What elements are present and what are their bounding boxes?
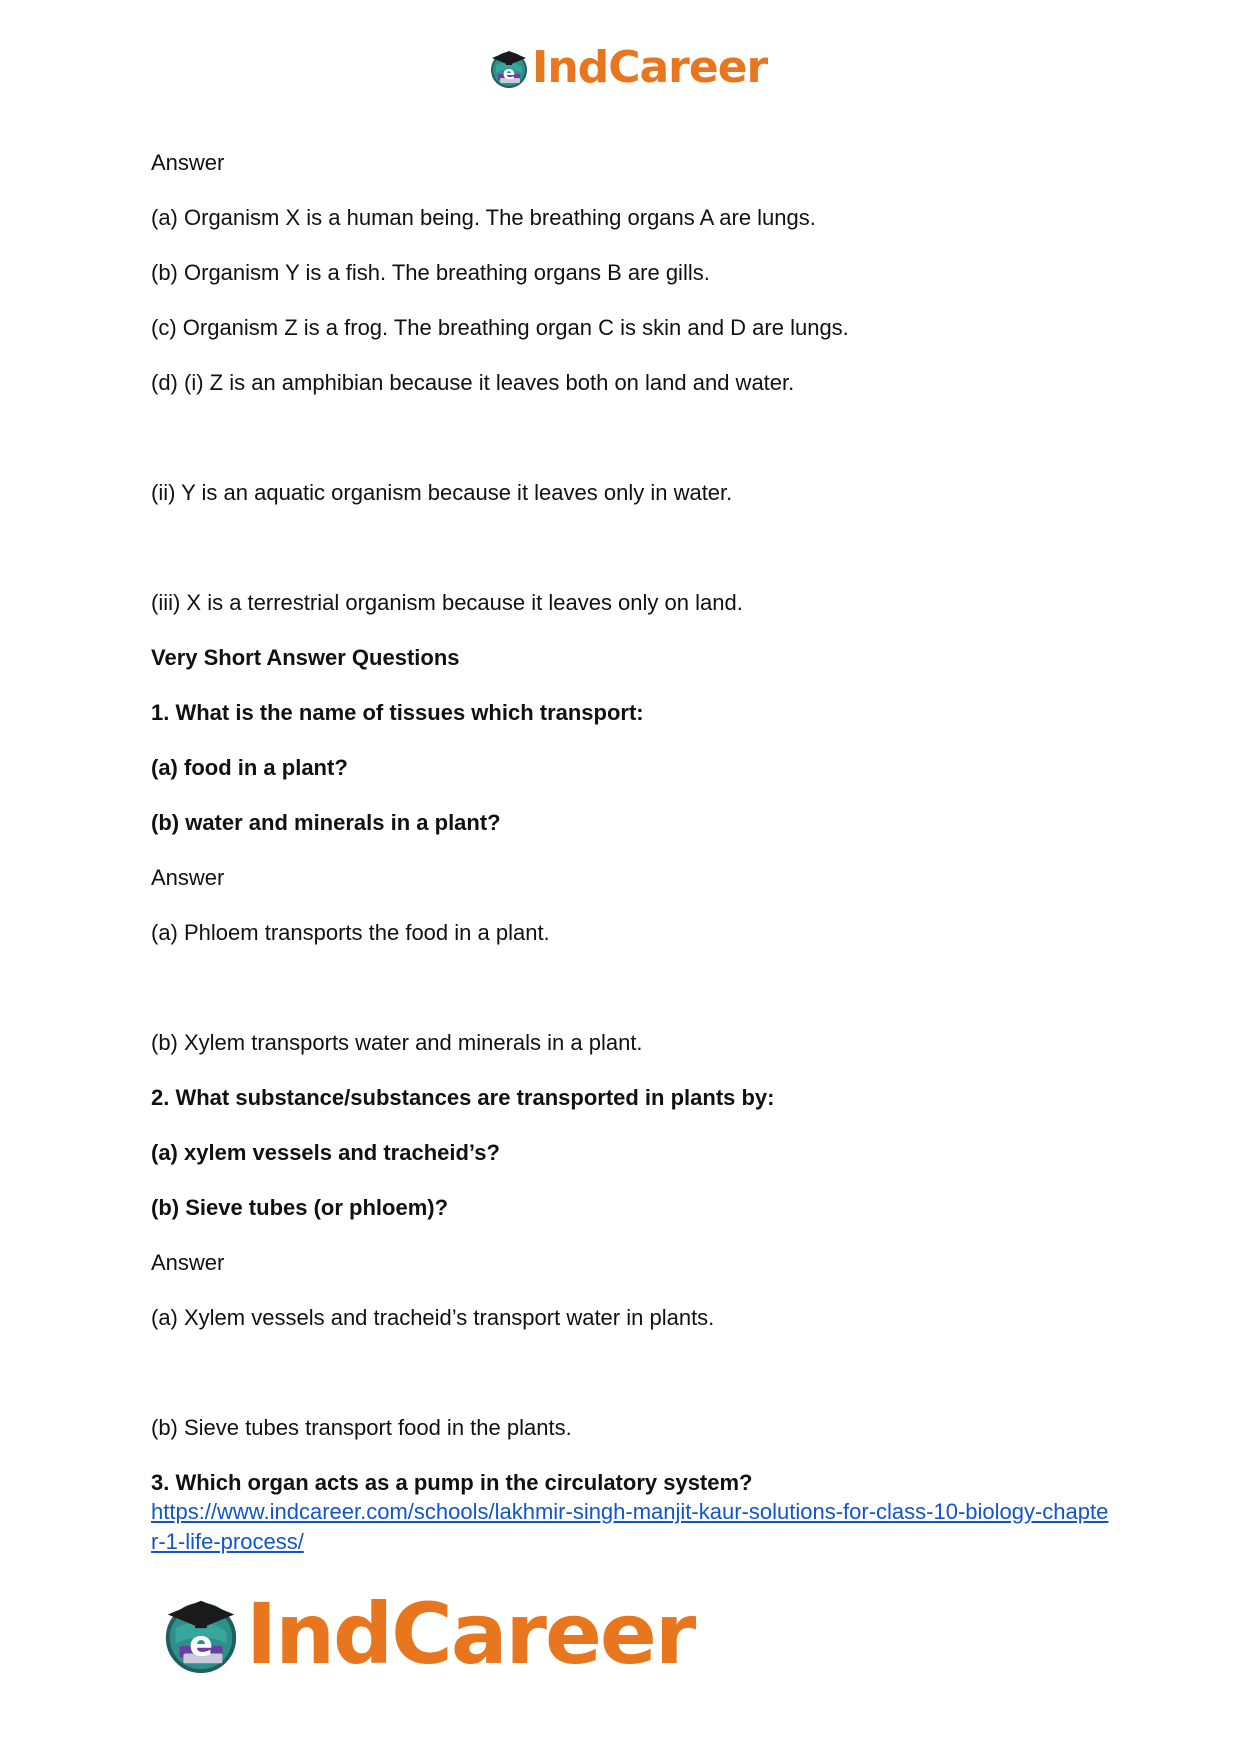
answer-text: (a) Xylem vessels and tracheid’s transport water in plants.	[151, 1305, 715, 1330]
globe-graduation-icon	[488, 47, 530, 89]
globe-graduation-icon	[160, 1593, 242, 1675]
answer-text: Answer	[151, 1250, 225, 1275]
answer-text: (a) Phloem transports the food in a plant.	[151, 920, 550, 945]
answer-text: (a) Organism X is a human being. The breathing organs A are lungs.	[151, 205, 816, 230]
brand-logo-bottom	[160, 1585, 694, 1683]
question-text: 2. What substance/substances are transported in plants by:	[151, 1085, 775, 1110]
answer-text: Answer	[151, 865, 225, 890]
answer-text: (b) Organism Y is a fish. The breathing organs B are gills.	[151, 260, 710, 285]
question-text: 3. Which organ acts as a pump in the circulatory system?	[151, 1470, 753, 1495]
brand-logo-top	[488, 42, 767, 93]
brand-name: IndCareer	[246, 1585, 695, 1683]
question-text: Very Short Answer Questions	[151, 645, 460, 670]
answer-text: (ii) Y is an aquatic organism because it leaves only in water.	[151, 480, 733, 505]
answer-text: (b) Xylem transports water and minerals in a plant.	[151, 1030, 643, 1055]
question-text: (a) xylem vessels and tracheid’s?	[151, 1140, 500, 1165]
question-text: (b) Sieve tubes (or phloem)?	[151, 1195, 449, 1220]
svg-text:e: e	[189, 1623, 213, 1665]
answer-text: (iii) X is a terrestrial organism because it leaves only on land.	[151, 590, 743, 615]
source-link[interactable]: https://www.indcareer.com/schools/lakhmir-singh-manjit-kaur-solutions-for-class-10-biology-chapter-1-life-process/	[151, 1499, 1109, 1554]
svg-text:e: e	[502, 62, 516, 84]
question-text: (a) food in a plant?	[151, 755, 348, 780]
answer-text: (c) Organism Z is a frog. The breathing organ C is skin and D are lungs.	[151, 315, 849, 340]
answer-text: (b) Sieve tubes transport food in the plants.	[151, 1415, 572, 1440]
question-text: (b) water and minerals in a plant?	[151, 810, 501, 835]
answer-text: (d) (i) Z is an amphibian because it leaves both on land and water.	[151, 370, 795, 395]
answer-text: Answer	[151, 150, 225, 175]
question-text: 1. What is the name of tissues which transport:	[151, 700, 644, 725]
brand-name: IndCareer	[532, 42, 768, 93]
